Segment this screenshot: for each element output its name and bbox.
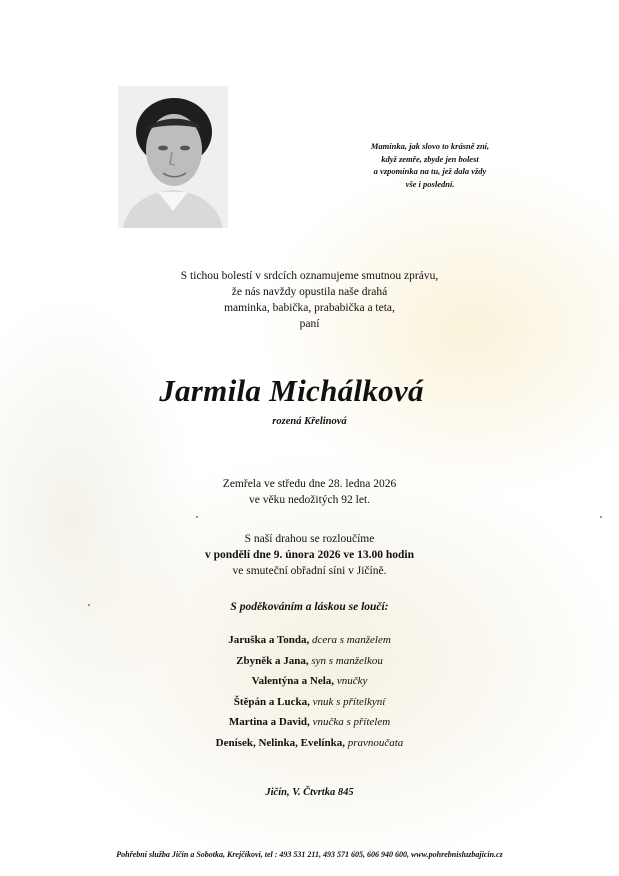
mourner-row — [0, 630, 619, 651]
mourner-names: Valentýna a Nela, — [251, 675, 335, 687]
quote-line: když zemře, zbyde jen bolest — [381, 153, 479, 164]
announcement-line: že nás navždy opustila naše drahá — [231, 286, 388, 298]
announcement-line: maminka, babička, prababička a teta, — [224, 302, 395, 314]
funeral-info — [0, 531, 619, 579]
mourner-row — [0, 733, 619, 754]
death-line: ve věku nedožitých 92 let. — [248, 494, 371, 506]
speck-mark — [196, 516, 198, 518]
quote-line: a vzpomínka na tu, jež dala vždy — [373, 166, 487, 176]
announcement-text — [0, 268, 619, 332]
speck-mark — [600, 516, 602, 518]
announcement-line: S tichou bolestí v srdcích oznamujeme smutnou zprávu, — [180, 270, 439, 282]
funeral-service-footer: Pohřební služba Jičín a Sobotka, Krejčíkovi, tel : 493 531 211, 493 571 605, 606 940 600, www.pohrebnisluzbajicin.cz — [116, 850, 503, 859]
mourner-row — [0, 651, 619, 672]
mourner-relation: syn s manželkou — [311, 654, 383, 667]
mourner-row — [0, 692, 619, 713]
funeral-intro: S naší drahou se rozloučíme — [244, 533, 375, 545]
mourner-row — [0, 712, 619, 733]
mourner-names: Martina a David, — [228, 716, 310, 728]
maiden-name: rozená Křelinová — [272, 416, 347, 427]
mourner-names: Štěpán a Lucka, — [233, 695, 310, 708]
death-info — [0, 476, 619, 508]
mourner-relation: pravnoučata — [347, 736, 404, 749]
mourner-relation: vnučka s přítelem — [312, 716, 391, 728]
funeral-date-time: v pondělí dne 9. února 2026 ve 13.00 hodin — [205, 549, 414, 561]
mourners-list — [0, 630, 619, 753]
quote-line: Maminka, jak slovo to krásně zní, — [370, 141, 490, 151]
mourner-names: Zbyněk a Jana, — [236, 654, 309, 667]
mourner-relation: vnuk s přítelkyní — [312, 695, 386, 708]
mourner-row — [0, 671, 619, 692]
thanks-heading: S poděkováním a láskou se loučí: — [230, 601, 389, 613]
funeral-place: ve smuteční obřadní síni v Jičíně. — [232, 565, 387, 577]
mourner-relation: dcera s manželem — [311, 634, 391, 646]
address: Jičín, V. Čtvrtka 845 — [265, 787, 354, 798]
quote-line: vše i poslední. — [405, 178, 455, 189]
deceased-name: Jarmila Michálková — [159, 373, 424, 408]
memorial-quote — [330, 140, 530, 190]
announcement-line: paní — [299, 318, 320, 330]
mourner-relation: vnučky — [336, 675, 368, 687]
portrait-photo — [118, 86, 228, 228]
death-line: Zemřela ve středu dne 28. ledna 2026 — [222, 478, 397, 490]
speck-mark — [88, 604, 90, 606]
mourner-names: Denísek, Nelinka, Evelínka, — [215, 736, 345, 749]
mourner-names: Jaruška a Tonda, — [228, 634, 310, 646]
